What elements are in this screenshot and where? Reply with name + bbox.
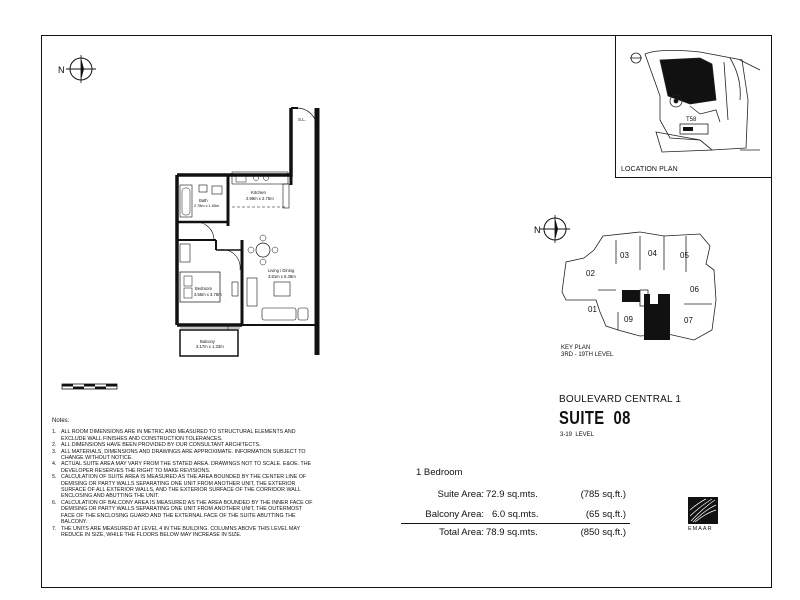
room-dims-living: 3.81m x 5.39m: [268, 274, 296, 279]
note-number: 6.: [52, 499, 57, 506]
room-dims-balcony: 3.17m x 1.33m: [196, 344, 224, 349]
keyplan-unit-06: 06: [690, 285, 699, 294]
key-plan-caption: [561, 345, 613, 359]
note-text: ALL ROOM DIMENSIONS ARE IN METRIC AND MEASURED TO STRUCTURAL ELEMENTS AND EXCLUDE WALL FINISHES AND CONSTRUCTION TOLERANCES.: [61, 429, 296, 442]
room-label-bedroom: Bedroom: [195, 286, 212, 291]
keyplan-unit-04: 04: [648, 249, 657, 258]
north-arrow-keyplan: [534, 215, 570, 243]
notes-title: Notes:: [52, 418, 70, 424]
location-plan-label: LOCATION PLAN: [621, 166, 678, 173]
north-label-main: N: [58, 65, 65, 75]
north-label-keyplan: N: [534, 225, 541, 235]
notes-section: [52, 418, 314, 538]
area-label: Suite Area:: [437, 489, 484, 500]
room-label-living: Living / Dining: [268, 268, 295, 273]
keyplan-unit-09: 09: [624, 315, 633, 324]
room-dims-kitchen: 2.98m x 2.75m: [246, 196, 274, 201]
note-item: [52, 526, 314, 539]
note-text: ACTUAL SUITE AREA MAY VARY FROM THE STATED AREA. DRAWINGS NOT TO SCALE. E&OE. THE DEVELOPER RESERVES THE RIGHT TO MAKE REVISIONS.: [61, 461, 312, 474]
note-text: CALCULATION OF BALCONY AREA IS MEASURED AS THE AREA BOUNDED BY THE INNER FACE OF DEMISING OR PARTY WALLS SEPARATING ONE UNIT FROM ANOTHER UNIT, THE OUTERMOST FACE OF THE ENCLOSING GUARD AND THE EXTERNAL FACE OF THE SUITE ABUTTING THE BALCONY.: [61, 499, 313, 526]
note-number: 7.: [52, 525, 57, 532]
area-sqm-total: 78.9 sq.mts.: [486, 527, 538, 538]
area-label: Total Area:: [439, 527, 484, 538]
note-item: [52, 500, 314, 526]
area-sqft: (850 sq.ft.): [580, 527, 626, 538]
svg-text:T58: T58: [686, 117, 697, 123]
location-plan-map: [630, 50, 760, 152]
note-item: [52, 474, 314, 500]
note-number: 3.: [52, 448, 57, 455]
room-label-kitchen: Kitchen: [251, 190, 267, 195]
area-sqft: (65 sq.ft.): [585, 509, 626, 520]
note-number: 2.: [52, 442, 57, 449]
floor-plan: [177, 108, 317, 356]
note-item: [52, 429, 314, 442]
project-name: BOULEVARD CENTRAL 1: [559, 394, 682, 405]
area-sqm-balcony: 6.0 sq.mts.: [492, 509, 539, 520]
suite-title: SUITE 08: [559, 408, 631, 428]
key-plan-title: KEY PLAN: [561, 345, 591, 351]
note-number: 1.: [52, 429, 57, 436]
area-sqft: (785 sq.ft.): [580, 489, 626, 500]
area-label: Balcony Area:: [425, 509, 484, 520]
total-divider: [401, 523, 630, 524]
note-text: ALL MATERIALS, DIMENSIONS AND DRAWINGS ARE APPROXIMATE. INFORMATION SUBJECT TO CHANGE WITHOUT NOTICE.: [61, 448, 306, 462]
brand-name: EMAAR: [688, 526, 713, 532]
keyplan-unit-03: 03: [620, 251, 629, 260]
suite-level: 3-19 LEVEL: [560, 432, 595, 438]
room-label-bath: Bath: [199, 198, 208, 203]
emaar-logo: [688, 497, 718, 524]
keyplan-unit-02: 02: [586, 269, 595, 278]
room-dims-bath: 2.78m x 1.65m: [194, 204, 220, 208]
note-number: 4.: [52, 461, 57, 468]
room-dims-bedroom: 3.55m x 3.78m: [194, 292, 222, 297]
svg-text:S.L.: S.L.: [298, 117, 307, 122]
note-item: [52, 449, 314, 462]
keyplan-unit-07: 07: [684, 316, 693, 325]
note-text: CALCULATION OF SUITE AREA IS MEASURED AS THE AREA BOUNDED BY THE CENTER LINE OF DEMISING OR PARTY WALLS SEPARATING ONE UNIT FROM ANOTHER UNIT, THE EXTERIOR SURFACE OF ALL EXTERIOR WALLS, AND THE EXTERIOR SURFACE OF THE CORRIDOR WALL ENCLOSING AND ABUTTING THE UNIT.: [61, 474, 307, 500]
scale-bar: [62, 384, 117, 389]
area-sqm-suite: 72.9 sq.mts.: [486, 489, 538, 500]
note-item: [52, 461, 314, 474]
key-plan-level: 3RD - 19TH LEVEL: [561, 352, 614, 358]
note-text: ALL DIMENSIONS HAVE BEEN PROVIDED BY OUR CONSULTANT ARCHITECTS.: [61, 442, 261, 449]
keyplan-unit-01: 01: [588, 305, 597, 314]
note-number: 5.: [52, 474, 57, 481]
room-label-balcony: Balcony: [200, 339, 215, 344]
north-arrow-main: [58, 55, 96, 83]
keyplan-unit-05: 05: [680, 251, 689, 260]
note-text: THE UNITS ARE MEASURED AT LEVEL 4 IN THE BUILDING. COLUMNS ABOVE THIS LEVEL MAY REDUCE IN SIZE, WHILE THE FLOORS BELOW MAY INCREASE IN SIZE.: [61, 525, 300, 538]
bedroom-type: 1 Bedroom: [416, 467, 463, 478]
